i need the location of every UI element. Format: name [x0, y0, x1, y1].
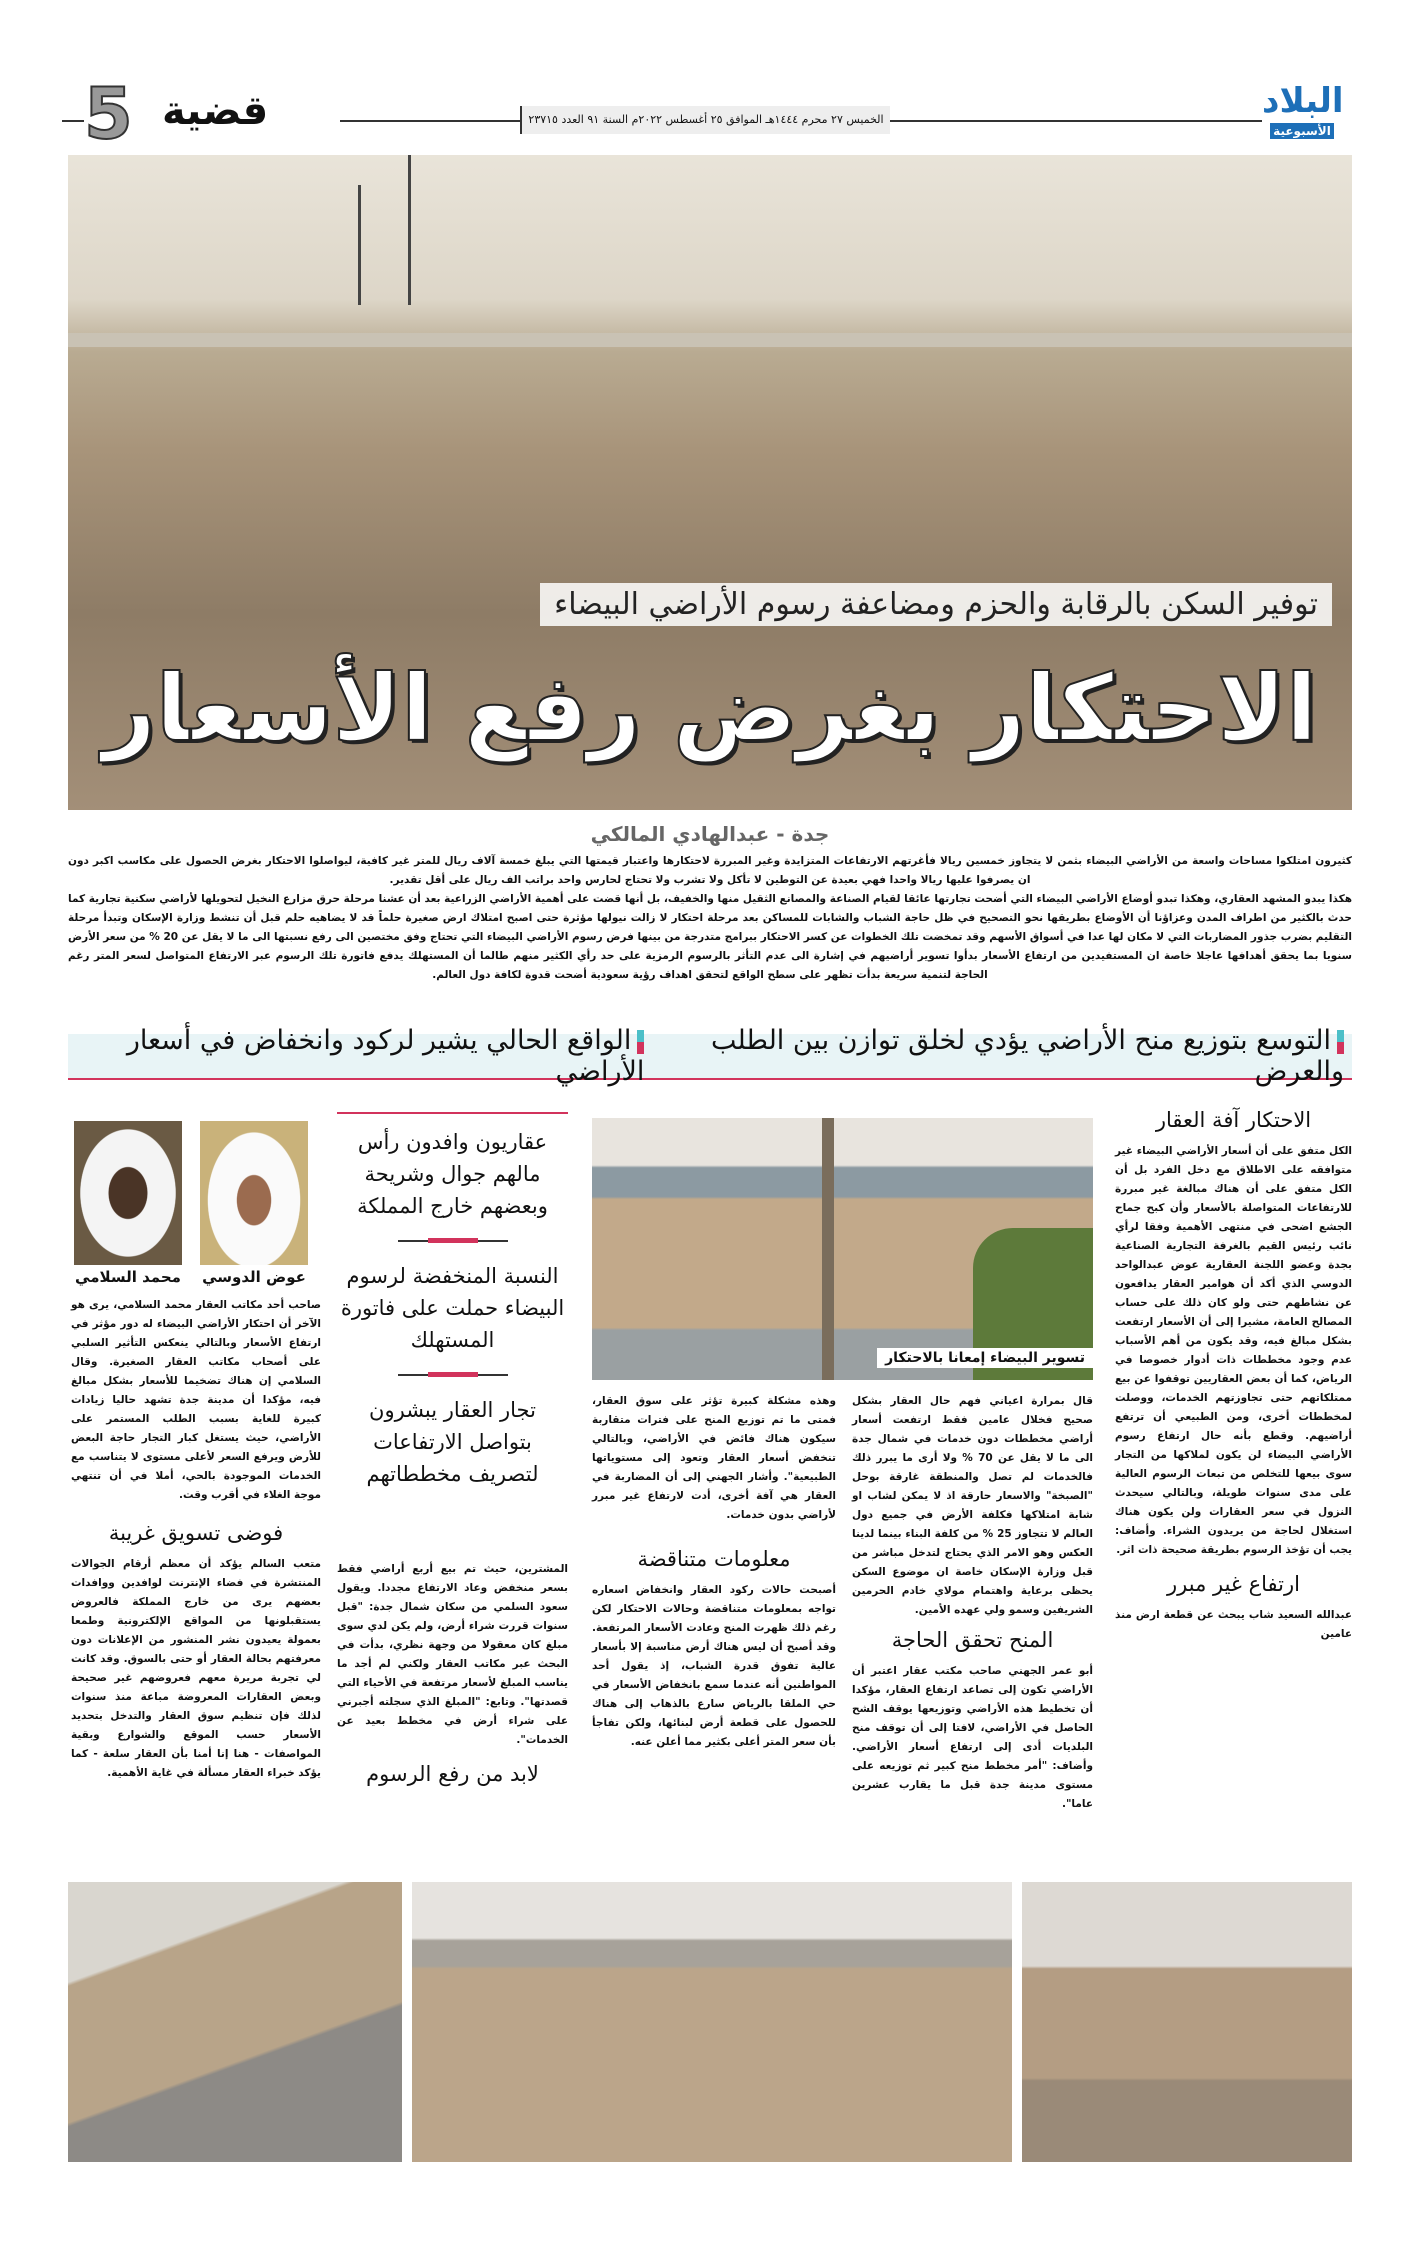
banner-text: التوسع بتوزيع منح الأراضي يؤدي لخلق توازن بين الطلب والعرض [710, 1025, 1344, 1087]
paragraph: متعب السالم يؤكد أن معظم أرقام الجوالات المنتشرة في فضاء الإنترنت لوافدين ووافدات بعضهم يرى من خارج المملكة فالعروض يستقبلونها من المواقع الإلكترونية وطمعا بعمولة يعيدون نشر المنشور من الإعلانات دون معرفتهم بحالة العقار أو حتى بالسوق. وقد كانت لي تجربة مريرة معهم فعروضهم غير صحيحة وبعض العقارات المعروضة مباعة منذ سنوات لذلك فإن تنظيم سوق العقار والتدخل بتحديد الأسعار حسب الموقع والشوارع وبقية المواصفات - هنا إنا أمنا بأن العقار سلعة - كما يؤكد خبراء العقار مسألة في غاية الأهمية. [71, 1558, 321, 1779]
main-headline: الاحتكار بغرض رفع الأسعار [102, 655, 1318, 762]
photo-fenced-plot [1022, 1882, 1352, 2162]
portrait-mohammed-alsalami [74, 1121, 182, 1265]
paragraph: المشترين، حيث تم بيع أربع أراضي فقط بسعر منخفض وعاد الارتفاع مجددا. ويقول سعود السلمي من سكان شمال جدة: "قبل سنوات قررت شراء أرض، ولم يكن لدي سوى مبلغ كان معقولا من وجهة نظري، بدأت في البحث عبر مكاتب العقار ولكني لم أجد ما يناسب المبلغ لأسعار مرتفعة في الأحياء التي قصدتها". وتابع: "المبلغ الذي سجلته أجبرني على شراء أرض في مخطط بعيد عن الخدمات". [337, 1563, 568, 1746]
logo-sub: الأسبوعية [1270, 123, 1334, 139]
paragraph: عبدالله السعيد شاب يبحث عن قطعة ارض منذ عامين [1115, 1609, 1352, 1640]
subheading: ارتفاع غير مبرر [1167, 1572, 1300, 1596]
pull-quote: عقاريون وافدون رأس مالهم جوال وشريحة وبعضهم خارج المملكة [357, 1130, 548, 1218]
photo-vacant-lot [412, 1882, 1012, 2162]
paragraph: صاحب أحد مكاتب العقار محمد السلامي، يرى هو الآخر أن احتكار الأراضي البيضاء له دور مؤثر في ارتفاع الأسعار وبالتالي ينعكس التأثير السلبي على أصحاب مكاتب العقار الصغيرة. وقال السلامي إن هناك تضخيما للأسعار بشكل مبالغ فيه، مؤكدا أن مدينة جدة تشهد حاليا زيادات كبيرة للغاية بسبب الطلب المستمر على الأراضي، حيث يستغل كبار التجار حاجة البعض للأرض ويرفع السعر لأعلى مستوى لا يتناسب مع الخدمات الموجودة بالحي، أملا في أن تنتهي موجة الغلاء في أقرب وقت. [71, 1299, 321, 1501]
subheading: معلومات متناقضة [637, 1547, 791, 1571]
hero-photo-power-lines-vacant-land [68, 155, 1352, 810]
subheadline: توفير السكن بالرقابة والحزم ومضاعفة رسوم الأراضي البيضاء [540, 583, 1332, 626]
photo-caption: تسوير البيضاء إمعانا بالاحتكار [877, 1348, 1093, 1368]
column-left [71, 1296, 321, 1783]
pole [822, 1118, 834, 1380]
page-number: 5 [84, 73, 133, 155]
person-name: محمد السلامي [75, 1268, 181, 1286]
banner-item [76, 1025, 644, 1087]
newspaper-logo [1262, 82, 1342, 139]
column-right [1115, 1100, 1352, 1644]
skyline [68, 333, 1352, 347]
person-name: عوض الدوسي [202, 1268, 306, 1286]
pull-quote: تجار العقار يبشرون بتواصل الارتفاعات لتصريف مخططاتهم [366, 1398, 539, 1486]
banner-text: الواقع الحالي يشير لركود وانخفاض في أسعار الأراضي [126, 1025, 645, 1087]
paragraph: قال بمرارة اعياني فهم حال العقار بشكل صحيح فخلال عامين فقط ارتفعت أسعار أراضي مخططات دون خدمات في شمال جدة الى ما لا يقل عن 70 % ولا أرى ما يبرر ذلك فالخدمات لم تصل والمنطقة غارقة بوحل "الصبخة" والاسعار حارقة اذ لا يمكن لشاب او شابة امتلاكها فكلفة الأرض في جميع دول العالم لا تتجاوز 25 % من كلفة البناء بينما لدينا العكس وهو الامر الذي يحتاج لتدخل مباشر من قبل وزارة الإسكان خاصة ان موضوع السكن يحظى برعاية واهتمام مولاي خادم الحرمين الشريفين وسمو ولي عهده الأمين. [852, 1395, 1093, 1616]
pylon [358, 185, 361, 305]
intro-paragraph: كثيرون امتلكوا مساحات واسعة من الأراضي البيضاء بثمن لا يتجاوز خمسين ريالا فأغرتهم الارتفاعات المتزايدة وغير المبررة لاحتكارها واعتبار قيمتها التي يبلغ خمسة آلاف ريال للمتر غير كافية، ليواصلوا الاحتكار بغرض الحصول على مكاسب اكبر دون ان يصرفوا عليها ريالا واحدا فهي بعيدة عن التوطين لا تأكل ولا تشرب ولا تحتاج لحارس واحد براتب الف ريال على أقل تقدير. [68, 855, 1352, 886]
pylon [408, 155, 411, 305]
column-pull-text [337, 1560, 568, 1796]
subheading: فوضى تسويق غريبة [108, 1521, 284, 1545]
paragraph: أصبحت حالات ركود العقار وانخفاض اسعاره تواجه بمعلومات متناقضة وحالات الاحتكار لكن رغم ذلك ظهرت المنح وعادت الأسعار المرتفعة. وقد أصبح أن ليس هناك أرض مناسبة إلا بأسعار عالية تفوق قدرة الشباب، إذ يقول أحد المواطنين أنه عندما سمع بانخفاض الأسعار في حي الملقا بالرياض سارع بالذهاب إلى هناك للحصول على قطعة أرض لبنائها، ولكن تفاجأ بأن سعر المتر أعلى بكثير مما أعلن عنه. [592, 1584, 836, 1748]
photo-fenced-land [592, 1118, 1093, 1380]
banner-item [668, 1025, 1344, 1087]
column-mid-left [592, 1392, 836, 1752]
byline: جدة - عبدالهادي المالكي [590, 822, 830, 846]
dateline: الخميس ٢٧ محرم ١٤٤٤هـ الموافق ٢٥ أغسطس ٢٠٢٢م السنة ٩١ العدد ٢٣٧١٥ [520, 106, 890, 134]
portrait-awad-aldosi [200, 1121, 308, 1265]
pull-quotes [337, 1112, 568, 1490]
photo-broken-fence [68, 1882, 402, 2162]
subheading: الاحتكار آفة العقار [1155, 1108, 1312, 1132]
subheading: لابد من رفع الرسوم [366, 1762, 539, 1786]
header-rule [340, 120, 520, 122]
intro-paragraph: هكذا يبدو المشهد العقاري، وهكذا تبدو أوضاع الأراضي البيضاء التي أضحت تجارتها عائقا لقيام الصناعة والمصانع الثقيل منها والخفيف، بل أنها قضت على أهمية الأراضي الزراعية بعد أن عشنا مرحلة حرق مزارع النخيل لتحويلها لأراضي سكنية تجارية كما حدث بالكثير من اطراف المدن وعزاؤنا أن الأوضاع بطريقها نحو التصحيح في ظل حاجة الشباب والشابات للمساكن بعد مرحلة احتكار لا زالت نيولها مؤثرة حتى اصبح امتلاك ارض صغيرة حلماً قد لا يضاهيه حلم قبل أن تنشط وزارة الإسكان وتبدأ مرحلة التقليم بضرب جذور المضاربات التي لا مكان لها عدا في أسواق الأسهم وقد تمخضت تلك الخطوات عن كسر الاحتكار ببرامج متدرجة من بينها فرض رسوم الأراضي البيضاء التي تحتاج وفق مختصين الى رفع نسبتها الى ما لا يقل عن 20 % من سعر الأرض سنويا بما يحقق أهدافها عاجلا خاصة ان المستفيدين من ارتفاع الأسعار بدأوا تسوير أراضيهم في إشارة الى عدم التأثر بالرسوم الرمزية على حد رأي الكثير منهم طالما أن المستهلك يدفع فاتورة تلك الرسوم عبر الارتفاع المتواصل لسعر المتر رغم الحاجة لتنمية سريعة بدأت تظهر على سطح الواقع لتحقق اهداف رؤية سعودية أضحت قدوة لكافة دول العالم. [68, 893, 1352, 981]
header-rule [62, 120, 84, 122]
paragraph: الكل متفق على أن أسعار الأراضي البيضاء غير متوافقه على الاطلاق مع دخل الفرد بل أن الكل متفق على أن هناك مبالغة غير مبررة للارتفاعات المتواصلة بالأسعار وأن كبح جماح الجشع اضحى في منتهى الأهمية وفقا لرأي نائب رئيس القيم بالغرفة التجارية الصناعية بجدة وعضو اللجنة العقارية عوض عبدالواحد الدوسي الذي أكد أن هوامير العقار يدافعون عن نشاطهم حتى ولو كان ذلك على حساب المصالح العامة، مشيرا إلى أن الأسعار ارتفعت بشكل مبالغ فيه، وقد يكون من أهم الأسباب عدم وجود مخططات ذات أدوار خصوصا في الرياض، كما أن بعض العقاريين توقفوا عن بيع ممتلكاتهم حتى تجاوزتهم الخدمات، ووصلت لمخططات أخرى، ومن الطبيعي أن ترتفع أراضيهم. وقطع بأنه حال ارتفاع رسوم الأراضي البيضاء لن يكون لملاكها من التجار سوى بيعها للتخلص من تبعات الرسوم العالية على مدى سنوات طويلة، وبالتالي سيحدث النزول في سعر العقارات ولن يكون هناك استغلال لحاجة من يريدون الشراء. وأضاف: يجب أن تؤخذ الرسوم بطريقة صحيحة ذات اثر. [1115, 1145, 1352, 1556]
pull-quote: النسبة المنخفضة لرسوم البيضاء حملت على فاتورة المستهلك [340, 1264, 565, 1352]
subheading: المنح تحقق الحاجة [891, 1628, 1054, 1652]
header-rule [890, 120, 1262, 122]
divider [398, 1374, 508, 1376]
section-title: قضية [162, 88, 269, 134]
intro-text [68, 852, 1352, 985]
highlight-banner [68, 1025, 1352, 1087]
paragraph: وهذه مشكلة كبيرة تؤثر على سوق العقار، فمتى ما تم توزيع المنح على فترات متقاربة سيكون هناك فائض في الأراضي، وبالتالي تنخفض أسعار العقار وتعود إلى مستوياتها الطبيعية". وأشار الجهني إلى أن المضاربة في العقار هي آفة أخرى، أدت لارتفاع غير مبرر لأراضي بدون خدمات. [592, 1395, 836, 1521]
column-mid-right [852, 1392, 1093, 1814]
paragraph: أبو عمر الجهني صاحب مكتب عقار اعتبر أن الأراضي تكون إلى تصاعد ارتفاع العقار، مؤكدا أن تخطيط هذه الأراضي وتوزيعها يوقف الشح الحاصل في الأراضي، لافتا إلى أن توقف منح البلديات أدى إلى ارتفاع أسعار الأراضي. وأضاف: "أمر مخطط منح كبير ثم توزيعه على مستوى مدينة جدة قبل ما يقارب عشرين عاما". [852, 1665, 1093, 1810]
logo-main: البلاد [1262, 81, 1344, 121]
divider [398, 1240, 508, 1242]
